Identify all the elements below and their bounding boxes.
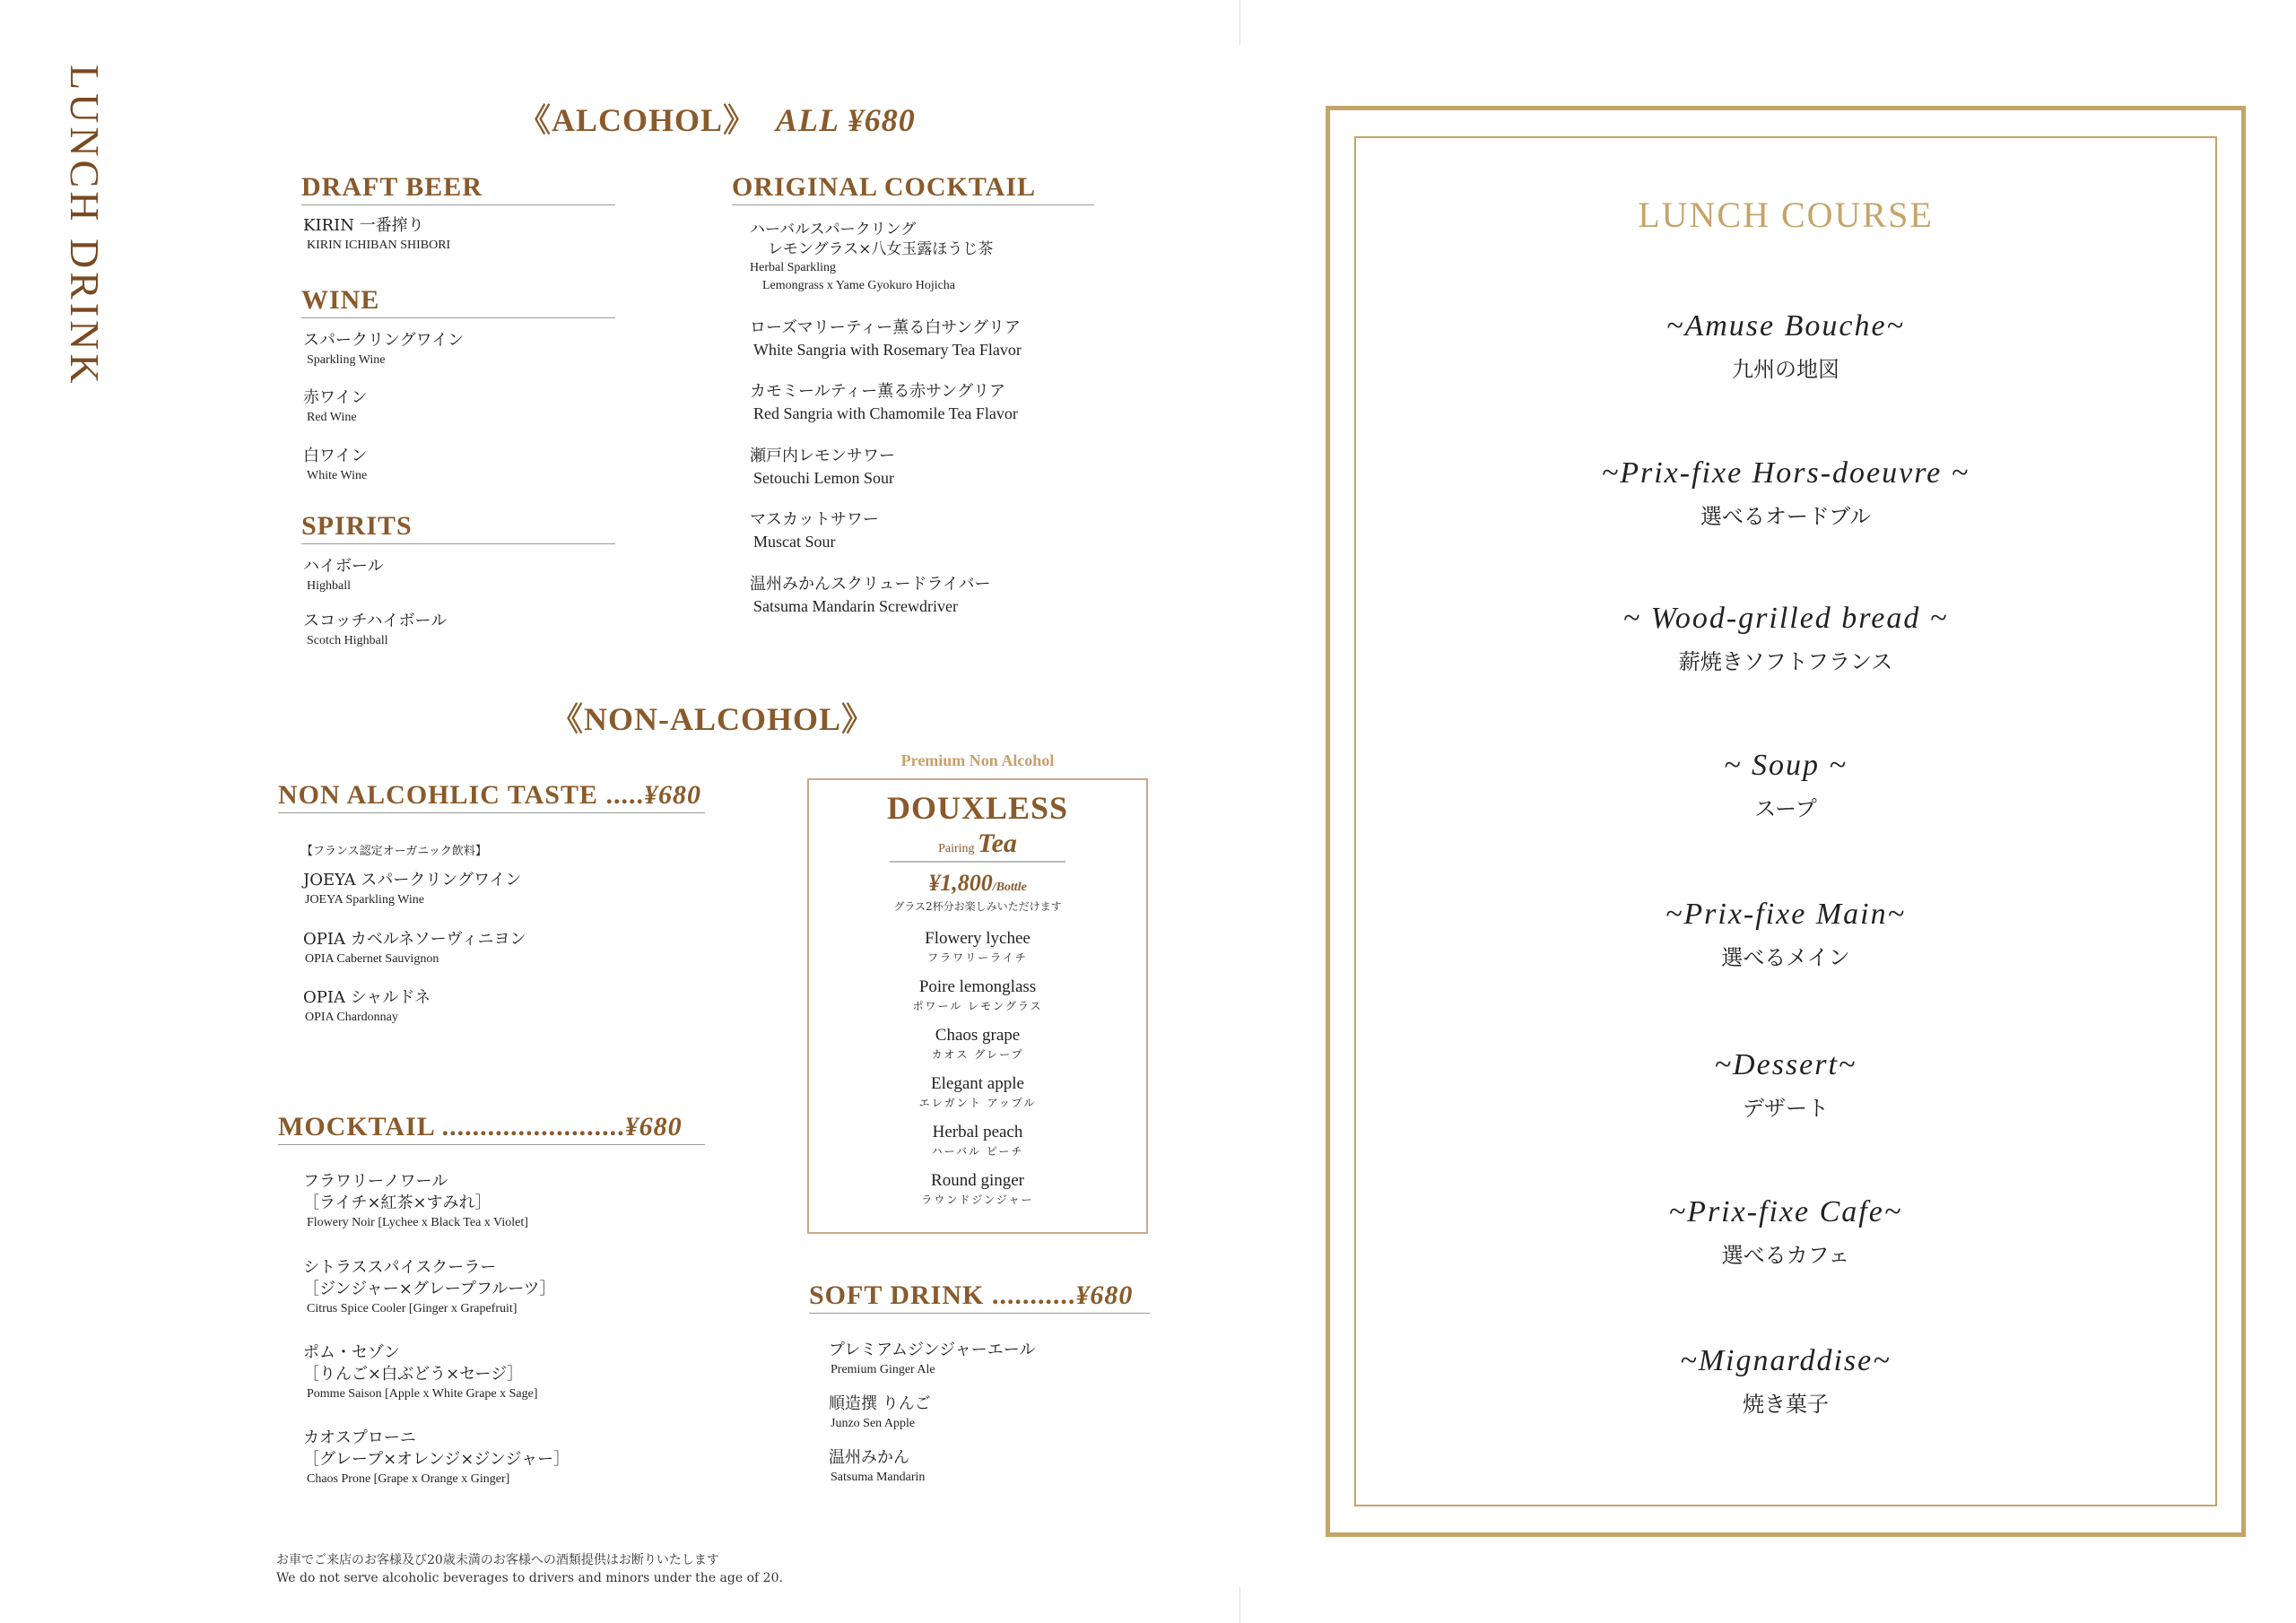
item-en: Red Sangria with Chamomile Tea Flavor — [753, 404, 1018, 422]
item-jp: ラウンドジンジャー — [921, 1193, 1034, 1206]
item-en: Scotch Highball — [307, 634, 388, 647]
course-en: ~Mignarddise~ — [1680, 1344, 1892, 1377]
course-jp: 薪焼きソフトフランス — [1678, 649, 1893, 674]
item-en: White Wine — [307, 469, 368, 482]
menu-item-joeya — [303, 870, 521, 909]
soft-drink-header — [809, 1280, 1150, 1314]
item-jp: 赤ワイン — [303, 388, 368, 407]
header-label: MOCKTAIL ........................ — [278, 1112, 625, 1141]
item-en: Setouchi Lemon Sour — [753, 469, 894, 487]
item-en: Flowery Noir [Lychee x Black Tea x Violet] — [307, 1216, 528, 1229]
item-jp: ハーバルスパークリング — [750, 221, 917, 239]
menu-item-junzo-apple — [829, 1393, 931, 1433]
item-en: Satsuma Mandarin Screwdriver — [753, 597, 958, 615]
item-en: Junzo Sen Apple — [831, 1417, 916, 1430]
item-jp-sub: ［ジンジャー×グレープフルーツ］ — [303, 1280, 556, 1298]
menu-item-citrus-spice — [303, 1257, 555, 1318]
item-jp-sub: ［ライチ×紅茶×すみれ］ — [303, 1193, 491, 1212]
item-jp: KIRIN 一番搾り — [303, 216, 424, 235]
item-en: JOEYA Sparkling Wine — [305, 893, 424, 907]
item-jp: カモミールティー薫る赤サングリア — [750, 382, 1005, 401]
item-en: Highball — [307, 579, 351, 593]
menu-item-chaos-prone — [303, 1428, 570, 1488]
course-item-amuse — [1354, 307, 2217, 384]
course-item-hors-doeuvre — [1354, 454, 2217, 531]
cocktail-header: ORIGINAL COCKTAIL — [732, 172, 1094, 205]
item-en: Round ginger — [931, 1171, 1024, 1190]
menu-item-lemon-sour — [750, 446, 895, 489]
menu-item-opia-cabernet — [303, 929, 526, 968]
item-jp: ハーバル ピーチ — [931, 1145, 1024, 1158]
item-jp: 温州みかん — [829, 1448, 909, 1467]
course-item-dessert — [1354, 1046, 2217, 1123]
item-jp: ハイボール — [303, 557, 384, 576]
course-item-mignardise — [1354, 1341, 2217, 1419]
item-jp: カオス グレープ — [931, 1048, 1024, 1061]
item-jp: ポワール レモングラス — [912, 1000, 1043, 1012]
item-en: Herbal peach — [932, 1123, 1023, 1141]
douxless-item-grape — [807, 1024, 1148, 1062]
item-jp: OPIA シャルドネ — [303, 988, 431, 1007]
course-en: ~Prix-fixe Hors-doeuvre ~ — [1601, 456, 1970, 490]
spirits-header: SPIRITS — [301, 511, 615, 544]
course-jp: 選べるオードブル — [1700, 504, 1872, 529]
course-jp: 焼き菓子 — [1743, 1392, 1829, 1417]
header-label: NON ALCOHLIC TASTE ..... — [278, 780, 644, 810]
page-title: LUNCH DRINK — [62, 65, 108, 387]
item-jp: フラワリーノワール — [303, 1172, 448, 1191]
non-alcohol-heading: 《NON-ALCOHOL》 — [551, 701, 875, 737]
footer-jp: お車でご来店のお客様及び20歳未満のお客様への酒類提供はお断りいたします — [276, 1553, 719, 1567]
pairing-word: Pairing — [938, 842, 975, 855]
item-jp: フラワリーライチ — [927, 951, 1028, 964]
douxless-divider — [890, 861, 1065, 863]
douxless-item-lychee — [807, 927, 1148, 965]
item-en: Citrus Spice Cooler [Ginger x Grapefruit] — [307, 1302, 517, 1315]
item-jp-sub: ［グレープ×オレンジ×ジンジャー］ — [303, 1450, 570, 1469]
fold-line-bottom — [1239, 1587, 1240, 1623]
footer-en: We do not serve alcoholic beverages to drivers and minors under the age of 20. — [276, 1571, 783, 1585]
douxless-pairing — [807, 829, 1148, 859]
alcohol-heading — [518, 95, 916, 141]
item-en: KIRIN ICHIBAN SHIBORI — [307, 239, 451, 252]
course-jp: 選べるメイン — [1721, 945, 1850, 970]
menu-item-opia-chardonnay — [303, 987, 430, 1027]
alcohol-heading-label: 《ALCOHOL》 — [518, 102, 757, 138]
menu-item-flowery-noir — [303, 1171, 528, 1232]
menu-item-wine-red — [303, 387, 367, 427]
menu-item-draft-beer — [303, 215, 450, 255]
organic-note: 【フランス認定オーガニック飲料】 — [301, 845, 487, 858]
header-price: ¥680 — [1075, 1280, 1134, 1310]
item-en: White Sangria with Rosemary Tea Flavor — [753, 341, 1022, 359]
item-jp: 温州みかんスクリュードライバー — [750, 575, 991, 594]
douxless-title: DOUXLESS — [886, 790, 1069, 826]
course-en: ~Prix-fixe Cafe~ — [1668, 1195, 1903, 1228]
menu-item-wine-white — [303, 446, 367, 485]
course-jp: デザート — [1743, 1096, 1829, 1121]
menu-item-scotch-highball — [303, 611, 447, 650]
course-item-soup — [1354, 746, 2217, 823]
item-jp: プレミアムジンジャーエール — [829, 1341, 1036, 1359]
course-jp: スープ — [1754, 796, 1817, 821]
menu-item-ginger-ale — [829, 1340, 1035, 1379]
item-en: Premium Ginger Ale — [831, 1363, 935, 1376]
menu-item-pomme-saison — [303, 1342, 538, 1403]
course-item-main — [1354, 895, 2217, 972]
menu-item-white-sangria — [750, 317, 1022, 360]
price-value: ¥1,800 — [928, 870, 993, 896]
menu-item-herbal-sparkling — [750, 220, 993, 295]
header-price: ¥680 — [624, 1112, 683, 1141]
course-jp: 選べるカフェ — [1721, 1243, 1850, 1268]
tea-word: Tea — [978, 829, 1017, 858]
item-en: OPIA Chardonnay — [305, 1011, 398, 1024]
course-jp: 九州の地図 — [1732, 357, 1839, 382]
douxless-item-apple — [807, 1072, 1148, 1110]
draft-beer-header: DRAFT BEER — [301, 172, 615, 205]
item-en: Red Wine — [307, 411, 357, 424]
item-en: Satsuma Mandarin — [831, 1471, 926, 1484]
price-unit: /Bottle — [992, 881, 1027, 894]
item-jp: 瀬戸内レモンサワー — [750, 447, 895, 465]
item-jp: スコッチハイボール — [303, 612, 448, 630]
item-en: Poire lemonglass — [918, 977, 1037, 996]
douxless-item-ginger — [807, 1169, 1148, 1207]
header-label: SOFT DRINK ........... — [809, 1280, 1076, 1310]
douxless-note: グラス2杯分お楽しみいただけます — [893, 900, 1062, 913]
item-jp: 順造撰 りんご — [829, 1394, 931, 1413]
item-jp: マスカットサワー — [750, 510, 879, 529]
menu-item-highball — [303, 556, 384, 595]
item-en: Flowery lychee — [925, 929, 1031, 948]
footer-note — [276, 1551, 783, 1587]
item-en: Herbal Sparkling — [750, 261, 837, 274]
lunch-course-title: LUNCH COURSE — [1638, 195, 1934, 235]
course-en: ~Amuse Bouche~ — [1666, 309, 1905, 343]
item-en: Elegant apple — [931, 1074, 1024, 1093]
non-alcoholic-taste-header — [278, 780, 705, 813]
course-en: ~ Soup ~ — [1724, 749, 1848, 782]
course-item-cafe — [1354, 1193, 2217, 1270]
item-jp-sub: レモングラス×八女玉露ほうじ茶 — [768, 240, 994, 258]
course-en: ~Dessert~ — [1714, 1048, 1857, 1081]
item-jp: ローズマリーティー薫る白サングリア — [750, 318, 1022, 337]
item-jp: エレガント アップル — [918, 1097, 1037, 1109]
item-en: Chaos Prone [Grape x Orange x Ginger] — [307, 1472, 510, 1486]
item-jp: JOEYA スパークリングワイン — [303, 871, 522, 890]
wine-header: WINE — [301, 285, 615, 318]
alcohol-price: ALL ¥680 — [776, 102, 916, 138]
item-en-sub: Lemongrass x Yame Gyokuro Hojicha — [762, 279, 956, 292]
item-en: OPIA Cabernet Sauvignon — [305, 952, 439, 966]
douxless-item-peach — [807, 1121, 1148, 1159]
menu-item-muscat-sour — [750, 509, 879, 552]
item-jp-sub: ［りんご×白ぶどう×セージ］ — [303, 1365, 524, 1384]
item-en: Muscat Sour — [753, 533, 836, 551]
item-jp: ポム・セゾン — [303, 1343, 400, 1362]
item-en: Sparkling Wine — [307, 353, 386, 367]
douxless-item-lemonglass — [807, 976, 1148, 1013]
menu-item-wine-sparkling — [303, 330, 464, 369]
item-en: Pomme Saison [Apple x White Grape x Sage] — [307, 1387, 538, 1401]
header-price: ¥680 — [643, 780, 701, 810]
menu-item-screwdriver — [750, 574, 991, 617]
item-jp: スパークリングワイン — [303, 331, 465, 350]
mocktail-header — [278, 1112, 705, 1145]
item-jp: 白ワイン — [303, 447, 368, 465]
fold-line-top — [1239, 0, 1240, 45]
course-en: ~ Wood-grilled bread ~ — [1622, 602, 1949, 635]
menu-item-red-sangria — [750, 381, 1018, 424]
douxless-price — [807, 870, 1148, 897]
premium-label: Premium Non Alcohol — [900, 751, 1055, 769]
item-en: Chaos grape — [935, 1026, 1021, 1045]
item-jp: OPIA カベルネソーヴィニヨン — [303, 930, 526, 949]
menu-item-satsuma-mandarin — [829, 1447, 925, 1487]
item-jp: シトラススパイスクーラー — [303, 1258, 497, 1277]
course-en: ~Prix-fixe Main~ — [1665, 898, 1906, 931]
course-item-bread — [1354, 599, 2217, 676]
item-jp: カオスプローニ — [303, 1428, 416, 1447]
